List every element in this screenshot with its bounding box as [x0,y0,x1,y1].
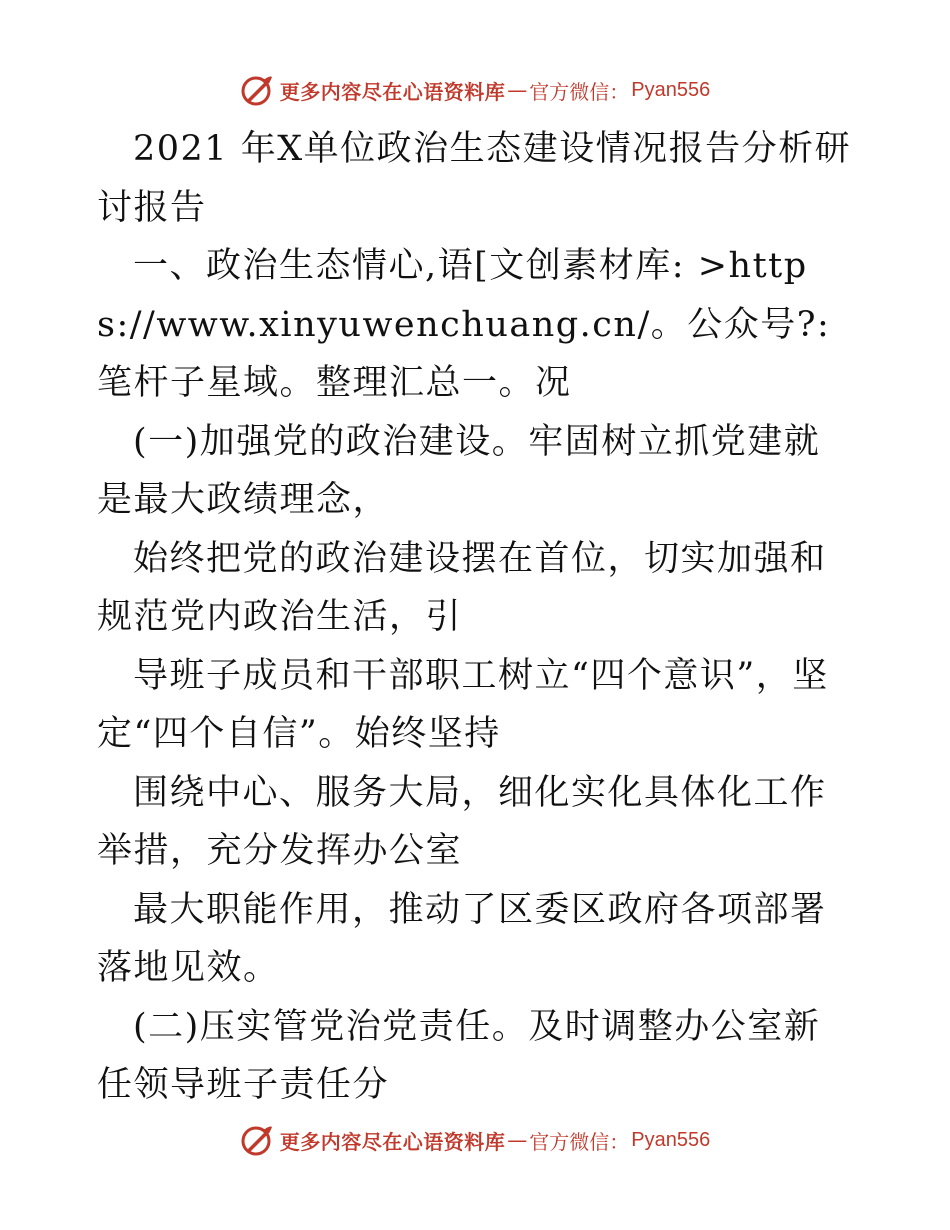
paragraph: 一、政治生态情心,语[文创素材库: >https://www.xinyuwenchuang.cn/。公众号?: 笔杆子星域。整理汇总一。况 [97,246,831,403]
header-banner-text: 更多内容尽在心语资料库 [279,79,506,104]
footer-banner-text: 更多内容尽在心语资料库 [279,1129,506,1154]
paragraph: (二)压实管党治党责任。及时调整办公室新任领导班子责任分 [97,1006,821,1105]
paragraph: 围绕中心、服务大局，细化实化具体化工作举措，充分发挥办公室 [97,772,827,871]
paragraph: (一)加强党的政治建设。牢固树立抓党建就是最大政绩理念， [97,421,821,520]
quill-logo-icon [240,1123,274,1157]
header-wechat-label: 官方微信： [529,79,630,104]
footer-watermark-banner [0,1120,950,1160]
header-watermark-banner [0,70,950,110]
document-body [97,120,853,1115]
paragraph: 始终把党的政治建设摆在首位，切实加强和规范党内政治生活，引 [97,538,827,637]
header-banner-separator: — [507,78,528,102]
footer-wechat-id: Pyan556 [631,1128,711,1151]
paragraph: 导班子成员和干部职工树立“四个意识”，坚定“四个自信”。始终坚持 [97,655,829,754]
footer-banner-separator: — [507,1128,528,1152]
footer-wechat-label: 官方微信： [529,1129,630,1154]
paragraph: 最大职能作用，推动了区委区政府各项部署落地见效。 [97,889,827,988]
document-title: 2021 年X单位政治生态建设情况报告分析研讨报告 [97,129,852,228]
header-wechat-id: Pyan556 [631,78,711,101]
quill-logo-icon [240,73,274,107]
